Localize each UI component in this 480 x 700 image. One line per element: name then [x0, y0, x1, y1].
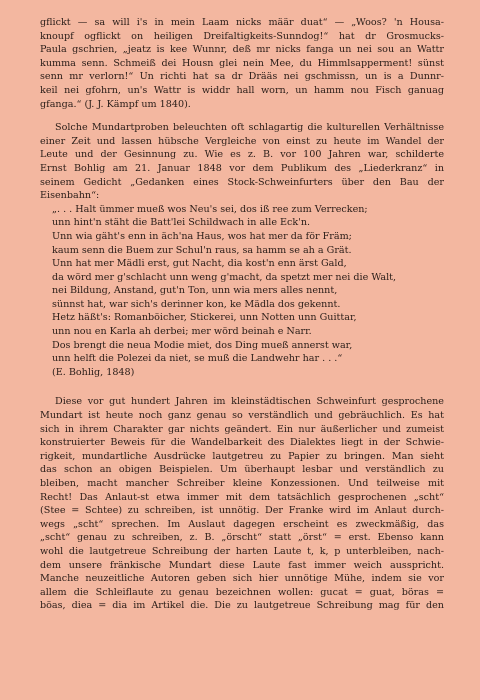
text-line: knoupf ogflickt on heiligen Dreifaltigkeits-Sunndog!“ hat dr Grosmucks-	[40, 30, 444, 42]
poem-line: nei Bildung, Anstand, gut'n Ton, unn wia mers alles nennt,	[52, 285, 338, 297]
text-line: allem die Schleiflaute zu genau bezeichnen wollen: gucat = guat, böras =	[40, 586, 444, 598]
text-line: Ernst Bohlig am 21. Januar 1848 vor dem Publikum des „Liederkranz“ in	[40, 162, 444, 174]
text-line: Leute und der Gesinnung zu. Wie es z. B. vor 100 Jahren war, schilderte	[40, 149, 444, 161]
text-line: Diese vor gut hundert Jahren im kleinstädtischen Schweinfurt gesprochene	[55, 396, 444, 408]
paragraph-schweinfurt-mundart	[40, 395, 444, 613]
text-line: Eisenbahn“:	[40, 190, 100, 202]
poem-line: unn hint'n stäht die Batt'lei Schildwach in alle Eck'n.	[52, 217, 311, 229]
text-line: Manche neuzeitliche Autoren geben sich hier unnötige Mühe, indem sie vor	[40, 573, 444, 585]
poem-line: kaum senn die Buem zur Schul'n raus, sa hamm se ah a Grät.	[52, 244, 352, 256]
text-line: wegs „scht“ sprechen. Im Auslaut dagegen erscheint es zweckmäßig, das	[40, 518, 444, 530]
text-line: wohl die lautgetreue Schreibung der harten Laute t, k, p unterbleiben, nach-	[40, 545, 444, 557]
text-line: Recht! Das Anlaut-st etwa immer mit dem tatsächlich gesprochenen „scht“	[40, 491, 444, 503]
poem-line: Unn wia gäht's enn in äch'na Haus, wos hat mer da för Främ;	[52, 230, 352, 242]
poem-signature: (E. Bohlig, 1848)	[52, 366, 135, 378]
text-line: böas, diea = dia im Artikel die. Die zu lautgetreue Schreibung mag für den	[40, 600, 444, 612]
text-line: senn mr verlorn!“ Un richti hat sa dr Drääs nei gschmissn, un is a Dunnr-	[40, 71, 444, 83]
poem-line: sünnst hat, war sich's derinner kon, ke Mädla dos gekennt.	[52, 298, 341, 310]
text-line: konstruierter Beweis für die Wandelbarkeit des Dialektes liegt in der Schwie-	[40, 437, 444, 449]
text-line: seinem Gedicht „Gedanken eines Stock-Schweinfurters über den Bau der	[40, 176, 444, 188]
text-line: keil nei gfohrn, un's Wattr is widdr hall worn, un hamm nou Fisch ganuag	[40, 84, 444, 96]
poem-line: Unn hat mer Mädli erst, gut Nacht, dia kost'n enn ärst Gald,	[52, 258, 347, 270]
poem-line: unn helft die Polezei da niet, se muß die Landwehr har . . .“	[52, 353, 343, 365]
text-line: sich in ihrem Charakter gar nichts geändert. Ein nur äußerlicher und zumeist	[40, 423, 444, 435]
text-line: das schon an obigen Beispielen. Um überhaupt lesbar und verständlich zu	[40, 464, 444, 476]
paragraph-mundartproben	[40, 121, 444, 203]
poem-line: da wörd mer g'schlacht unn weng g'macht, da spetzt mer nei die Walt,	[52, 271, 397, 283]
text-line: „scht“ genau zu schreiben, z. B. „örscht“ statt „örst“ = erst. Ebenso kann	[40, 532, 444, 544]
poem-line: unn nou en Karla ah derbei; mer wörd beinah e Narr.	[52, 326, 312, 338]
text-line: dem unsere fränkische Mundart diese Laute fast immer weich ausspricht.	[40, 559, 444, 571]
poem-block	[40, 203, 444, 380]
poem-line: Hetz häßt's: Romanböicher, Stickerei, unn Notten unn Guittar,	[52, 312, 357, 324]
text-line: rigkeit, mundartliche Ausdrücke lautgetreu zu Papier zu bringen. Man sieht	[40, 450, 444, 462]
text-line: bleiben, macht mancher Schreiber kleine Konzessionen. Und teilweise mit	[40, 478, 444, 489]
poem-line: Dos brengt die neua Modie miet, dos Ding mueß annerst war,	[52, 339, 353, 351]
text-line: kumma senn. Schmeiß dei Housn glei nein Mee, du Himmlsapperment! sünst	[40, 57, 444, 69]
text-line: gflickt — sa will i's in mein Laam nicks määr duat“ — „Woos? 'n Housa-	[40, 17, 444, 28]
text-line: gfanga.“ (J. J. Kämpf um 1840).	[40, 98, 191, 110]
poem-line: „. . . Halt ümmer mueß wos Neu's sei, dos iß ree zum Verrecken;	[52, 203, 368, 215]
text-line: einer Zeit und lassen hübsche Vergleiche von einst zu heute im Wandel der	[40, 135, 444, 147]
text-line: (Stee = Schtee) zu schreiben, ist unnötig. Der Franke wird im Anlaut durch-	[40, 505, 444, 517]
text-line: Paula gschrien, „jeatz is kee Wunnr, deß mr nicks fanga un nei sou an Wattr	[40, 44, 444, 56]
text-line: Mundart ist heute noch ganz genau so verständlich und gebräuchlich. Es hat	[40, 410, 444, 422]
paragraph-dialect-quote	[40, 16, 444, 111]
text-line: Solche Mundartproben beleuchten oft schlagartig die kulturellen Verhältnisse	[55, 122, 444, 134]
